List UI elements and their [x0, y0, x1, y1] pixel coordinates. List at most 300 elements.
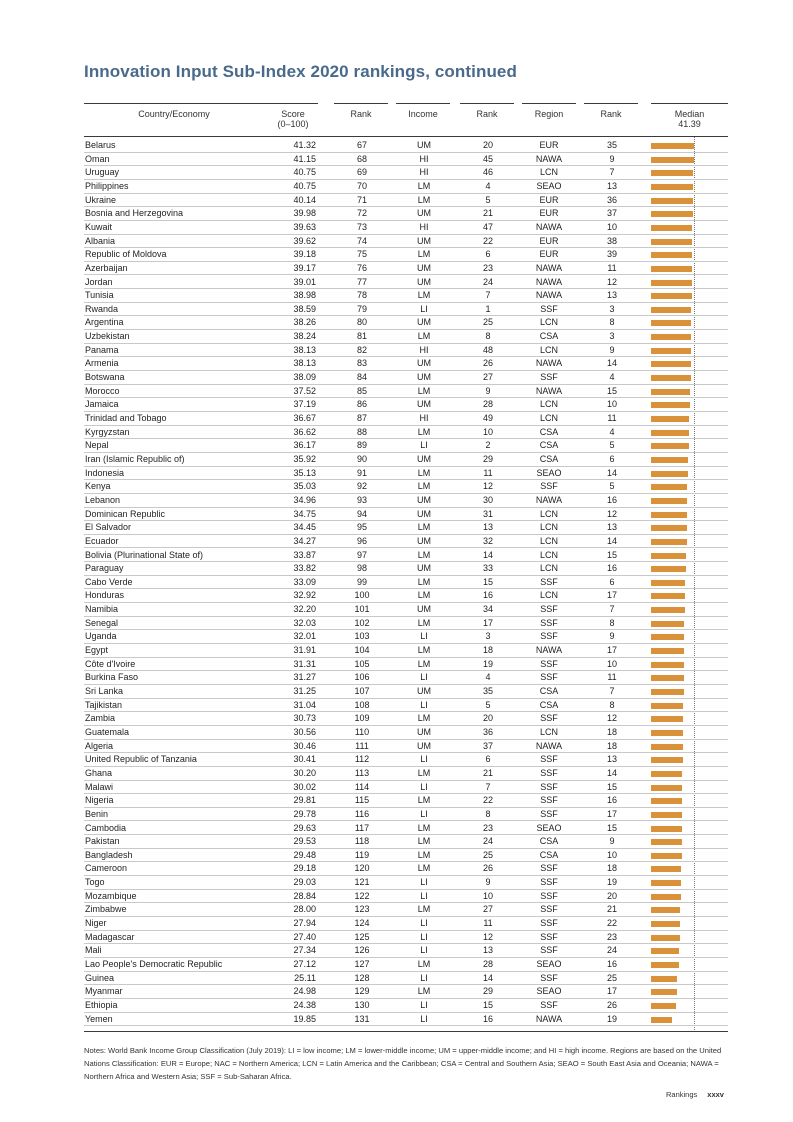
rank-value: 104 [354, 645, 370, 656]
rank-value: 126 [354, 945, 370, 956]
country-name: Yemen [85, 1013, 113, 1024]
income-rank: 15 [482, 576, 493, 587]
score-value: 29.18 [293, 863, 316, 874]
rank-value: 114 [354, 781, 370, 792]
score-value: 29.53 [293, 836, 316, 847]
income-rank: 33 [482, 563, 493, 574]
table-row [0, 822, 793, 836]
score-value: 27.40 [293, 931, 316, 942]
table-row [0, 398, 793, 412]
region-rank: 37 [606, 208, 617, 219]
score-bar [651, 785, 682, 791]
country-name: Cambodia [85, 822, 127, 833]
region-name: NAWA [535, 358, 563, 369]
region-rank: 7 [609, 604, 615, 615]
income-rank: 25 [482, 317, 493, 328]
income-rank: 7 [485, 781, 491, 792]
country-name: Lebanon [85, 494, 121, 505]
country-name: Uzbekistan [85, 331, 130, 342]
score-bar [651, 839, 682, 845]
score-value: 39.01 [293, 276, 316, 287]
country-name: Lao People's Democratic Republic [85, 959, 223, 969]
income-rank: 45 [482, 153, 493, 164]
income-rank: 9 [485, 877, 491, 888]
income-group: HI [419, 413, 429, 423]
income-rank: 14 [482, 972, 493, 983]
region-rank: 15 [606, 781, 617, 792]
income-rank: 20 [482, 140, 493, 150]
region-name: LCN [539, 563, 558, 574]
region-rank: 18 [606, 863, 617, 874]
region-name: CSA [539, 440, 559, 451]
rank-value: 111 [355, 740, 369, 751]
region-name: CSA [539, 836, 559, 847]
income-rank: 28 [482, 399, 493, 410]
region-rank: 3 [609, 303, 615, 314]
score-value: 39.18 [293, 249, 316, 260]
income-rank: 27 [482, 904, 493, 915]
region-rank: 3 [609, 331, 615, 342]
score-value: 38.98 [293, 290, 316, 301]
region-name: LCN [539, 590, 558, 601]
rank-value: 99 [356, 576, 367, 587]
score-value: 31.31 [293, 658, 316, 669]
score-bar [651, 744, 683, 750]
table-row [0, 166, 793, 180]
region-name: SSF [540, 945, 558, 956]
score-bar [651, 484, 687, 490]
region-name: NAWA [535, 153, 563, 164]
income-group: LM [417, 822, 431, 833]
region-rank: 10 [606, 221, 617, 232]
country-name: Tunisia [85, 290, 114, 301]
score-bar [651, 361, 691, 367]
table-row [0, 412, 793, 426]
score-bar [651, 348, 691, 354]
income-group: LM [417, 331, 431, 342]
region-rank: 10 [606, 399, 617, 410]
table-row [0, 712, 793, 726]
rank-value: 77 [356, 276, 367, 287]
score-bar [651, 566, 686, 572]
country-name: Namibia [85, 604, 119, 615]
table-row [0, 903, 793, 917]
score-bar [651, 266, 692, 272]
region-rank: 25 [606, 972, 617, 983]
rank-value: 86 [356, 399, 367, 410]
table-row [0, 985, 793, 999]
region-rank: 17 [606, 645, 617, 656]
country-name: Albania [85, 235, 116, 246]
region-rank: 12 [606, 276, 617, 287]
country-name: Ghana [85, 767, 113, 778]
country-name: Kenya [85, 481, 111, 492]
income-rank: 9 [485, 385, 491, 396]
region-rank: 11 [607, 672, 617, 683]
table-row [0, 344, 793, 358]
score-bar [651, 457, 688, 463]
score-value: 36.67 [293, 413, 316, 423]
country-name: Trinidad and Tobago [85, 413, 167, 423]
table-notes: Notes: World Bank Income Group Classification (July 2019): LI = low income; LM = lower-middle income; UM = upper-middle income; and HI = high income. Regions are based on the United Nations Classification: EUR = Europe; NAC = Northern America; LCN = Latin America and the Caribbean; CSA = Central and Southern Asia; SEAO = South East Asia and Oceania; NAWA = Northern Africa and Western Asia; SSF = Sub-Saharan Africa. [84, 1046, 722, 1081]
region-name: LCN [539, 344, 558, 355]
region-name: NAWA [535, 494, 563, 505]
income-group: LM [417, 180, 431, 191]
score-value: 40.75 [293, 180, 316, 191]
table-row [0, 671, 793, 685]
country-name: Niger [85, 918, 107, 929]
table-row [0, 207, 793, 221]
score-bar [651, 976, 677, 982]
income-group: UM [417, 372, 431, 383]
rank-value: 68 [356, 153, 367, 164]
score-bar [651, 757, 683, 763]
table-row [0, 549, 793, 563]
table-row [0, 453, 793, 467]
income-group: UM [417, 276, 431, 287]
region-name: EUR [539, 140, 559, 150]
income-rank: 4 [485, 672, 491, 683]
score-value: 25.11 [294, 972, 316, 983]
region-rank: 20 [606, 890, 617, 901]
score-value: 32.92 [293, 590, 316, 601]
country-name: Ethiopia [85, 999, 118, 1010]
score-bar [651, 593, 685, 599]
region-name: NAWA [535, 740, 563, 751]
region-name: SEAO [536, 986, 562, 997]
score-value: 40.14 [293, 194, 316, 205]
income-group: LM [417, 549, 431, 560]
table-row [0, 658, 793, 672]
rank-value: 129 [354, 986, 370, 997]
table-row [0, 289, 793, 303]
income-group: UM [417, 535, 431, 546]
score-value: 30.41 [293, 754, 316, 765]
rank-value: 76 [356, 262, 367, 273]
income-group: HI [419, 153, 429, 164]
rank-value: 106 [354, 672, 370, 683]
income-group: LM [417, 863, 431, 874]
score-bar [651, 948, 679, 954]
region-rank: 14 [606, 767, 617, 778]
country-name: Bosnia and Herzegovina [85, 208, 184, 219]
income-rank: 22 [482, 235, 493, 246]
region-rank: 7 [609, 167, 615, 178]
country-name: Zimbabwe [85, 904, 127, 915]
income-rank: 26 [482, 358, 493, 369]
income-rank: 31 [482, 508, 493, 519]
income-rank: 29 [482, 453, 493, 464]
score-value: 28.84 [293, 890, 316, 901]
income-rank: 16 [482, 1013, 493, 1024]
score-bar [651, 334, 691, 340]
income-rank: 12 [482, 931, 493, 942]
table-row [0, 726, 793, 740]
region-rank: 26 [606, 999, 617, 1010]
income-group: LI [420, 672, 428, 683]
table-row [0, 480, 793, 494]
score-value: 35.92 [293, 453, 316, 464]
score-value: 28.00 [293, 904, 316, 915]
table-row [0, 194, 793, 208]
score-bar [651, 539, 687, 545]
table-row [0, 562, 793, 576]
region-rank: 9 [609, 836, 615, 847]
income-rank: 30 [482, 494, 493, 505]
country-name: Azerbaijan [85, 262, 128, 273]
region-name: NAWA [535, 645, 563, 656]
region-rank: 10 [606, 849, 617, 860]
income-rank: 28 [482, 959, 493, 969]
rank-value: 131 [354, 1013, 370, 1024]
score-bar [651, 962, 679, 968]
income-group: LI [420, 945, 428, 956]
region-rank: 23 [606, 931, 617, 942]
country-name: Kyrgyzstan [85, 426, 130, 437]
score-value: 38.24 [293, 331, 316, 342]
region-rank: 17 [606, 808, 617, 819]
income-group: LM [417, 713, 431, 724]
score-value: 38.09 [293, 372, 316, 383]
income-rank: 17 [482, 617, 493, 628]
country-name: Cameroon [85, 863, 128, 874]
region-name: SSF [540, 617, 558, 628]
region-rank: 39 [606, 249, 617, 260]
score-value: 30.46 [293, 740, 316, 751]
region-rank: 24 [606, 945, 617, 956]
table-row [0, 262, 793, 276]
rank-value: 73 [356, 221, 367, 232]
income-group: LI [420, 699, 428, 710]
country-name: Pakistan [85, 836, 120, 847]
income-rank: 16 [482, 590, 493, 601]
income-group: UM [417, 358, 431, 369]
country-name: Mozambique [85, 890, 137, 901]
income-rank: 21 [482, 208, 493, 219]
income-group: LI [420, 808, 428, 819]
country-name: Uganda [85, 631, 117, 642]
country-name: Senegal [85, 617, 119, 628]
rank-value: 100 [354, 590, 370, 601]
region-name: SSF [540, 672, 558, 683]
score-bar [651, 430, 689, 436]
rank-value: 122 [354, 890, 370, 901]
region-name: SSF [540, 999, 558, 1010]
region-rank: 16 [606, 795, 617, 806]
country-name: Algeria [85, 740, 114, 751]
region-name: NAWA [535, 1013, 563, 1024]
income-group: UM [417, 140, 431, 150]
income-rank: 32 [482, 535, 493, 546]
score-bar [651, 921, 680, 927]
table-row [0, 781, 793, 795]
income-group: LM [417, 795, 431, 806]
table-row [0, 808, 793, 822]
score-bar [651, 866, 681, 872]
score-bar [651, 170, 693, 176]
header-country: Country/Economy [138, 109, 210, 119]
rank-value: 88 [356, 426, 367, 437]
table-row [0, 630, 793, 644]
income-group: LM [417, 986, 431, 997]
score-bar [651, 1003, 676, 1009]
rank-value: 87 [356, 413, 367, 423]
region-name: SSF [540, 713, 558, 724]
rank-value: 115 [354, 795, 370, 806]
region-rank: 14 [606, 358, 617, 369]
region-name: SSF [540, 877, 558, 888]
score-value: 30.02 [293, 781, 316, 792]
region-name: SSF [540, 303, 558, 314]
rank-value: 123 [354, 904, 370, 915]
score-value: 31.91 [293, 645, 316, 656]
table-row [0, 999, 793, 1013]
region-name: LCN [539, 413, 558, 423]
score-bar [651, 402, 690, 408]
country-name: Belarus [85, 140, 116, 150]
income-rank: 5 [485, 194, 491, 205]
income-rank: 10 [482, 890, 493, 901]
income-rank: 11 [483, 918, 493, 929]
table-row [0, 439, 793, 453]
income-rank: 23 [482, 822, 493, 833]
income-rank: 23 [482, 262, 493, 273]
income-group: LI [420, 877, 428, 888]
page-footer [666, 1090, 724, 1099]
rank-value: 93 [356, 494, 367, 505]
income-rank: 22 [482, 795, 493, 806]
rank-value: 102 [354, 617, 370, 628]
table-row [0, 862, 793, 876]
region-rank: 8 [609, 699, 615, 710]
income-group: LM [417, 658, 431, 669]
income-rank: 24 [482, 836, 493, 847]
score-bar [651, 689, 684, 695]
score-value: 29.81 [293, 795, 316, 806]
score-bar [651, 989, 677, 995]
country-name: Malawi [85, 781, 114, 792]
income-group: UM [417, 604, 431, 615]
region-name: CSA [539, 686, 559, 696]
region-rank: 15 [606, 822, 617, 833]
country-name: Uruguay [85, 167, 120, 178]
country-name: Iran (Islamic Republic of) [85, 453, 185, 464]
score-bar [651, 443, 689, 449]
income-group: LM [417, 617, 431, 628]
region-name: SSF [540, 972, 558, 983]
region-name: LCN [539, 535, 558, 546]
region-name: SSF [540, 781, 558, 792]
region-rank: 12 [606, 713, 617, 724]
score-value: 27.94 [293, 918, 316, 929]
income-rank: 15 [482, 999, 493, 1010]
header-median-label: Median [674, 109, 705, 119]
header-region: Region [534, 109, 564, 119]
table-row [0, 248, 793, 262]
rank-value: 125 [354, 931, 370, 942]
region-name: NAWA [535, 276, 563, 287]
table-row [0, 944, 793, 958]
income-group: LI [420, 754, 428, 765]
region-rank: 18 [606, 726, 617, 737]
score-value: 33.82 [293, 563, 316, 574]
table-bottom-rule [84, 1031, 728, 1032]
income-rank: 4 [485, 180, 491, 191]
score-value: 38.26 [293, 317, 316, 328]
region-rank: 10 [606, 658, 617, 669]
table-row [0, 849, 793, 863]
table-row [0, 303, 793, 317]
income-group: LI [420, 1013, 428, 1024]
rank-value: 70 [356, 180, 367, 191]
region-name: SEAO [536, 467, 562, 478]
score-value: 38.13 [293, 358, 316, 369]
region-name: EUR [539, 208, 559, 219]
income-rank: 27 [482, 372, 493, 383]
country-name: Botswana [85, 372, 125, 383]
country-name: Guatemala [85, 726, 130, 737]
income-group: UM [417, 453, 431, 464]
region-name: CSA [539, 699, 559, 710]
income-group: LM [417, 576, 431, 587]
country-name: Mali [85, 945, 102, 956]
country-name: Tajikistan [85, 699, 123, 710]
country-name: Bolivia (Plurinational State of) [85, 549, 204, 560]
country-name: Honduras [85, 590, 125, 601]
table-row [0, 753, 793, 767]
score-value: 35.03 [293, 481, 316, 492]
score-value: 39.98 [293, 208, 316, 219]
score-bar [651, 198, 693, 204]
region-rank: 6 [609, 453, 615, 464]
region-name: CSA [539, 849, 559, 860]
rank-value: 80 [356, 317, 367, 328]
country-name: Paraguay [85, 563, 124, 574]
score-bar [651, 730, 683, 736]
country-name: Ukraine [85, 194, 117, 205]
income-group: UM [417, 399, 431, 410]
region-name: NAWA [535, 385, 563, 396]
score-bar [651, 662, 684, 668]
table-header [0, 109, 793, 137]
score-bar [651, 239, 692, 245]
header-income-rank: Rank [476, 109, 498, 119]
country-name: Côte d'Ivoire [85, 658, 136, 669]
region-name: SSF [540, 372, 558, 383]
table-row [0, 153, 793, 167]
income-rank: 12 [482, 481, 493, 492]
income-rank: 10 [482, 426, 493, 437]
region-name: SSF [540, 604, 558, 615]
region-rank: 12 [606, 508, 617, 519]
table-row [0, 740, 793, 754]
rank-value: 113 [354, 767, 370, 778]
income-rank: 7 [485, 290, 491, 301]
score-bar [651, 1017, 672, 1023]
region-name: NAWA [535, 221, 563, 232]
income-rank: 18 [482, 645, 493, 656]
income-group: LI [420, 890, 428, 901]
country-name: Egypt [85, 645, 109, 656]
rank-value: 97 [356, 549, 367, 560]
score-value: 29.63 [293, 822, 316, 833]
score-bar [651, 648, 684, 654]
region-name: SSF [540, 576, 558, 587]
rank-value: 116 [354, 808, 370, 819]
score-bar [651, 320, 691, 326]
score-value: 33.09 [293, 576, 316, 587]
region-name: SSF [540, 767, 558, 778]
